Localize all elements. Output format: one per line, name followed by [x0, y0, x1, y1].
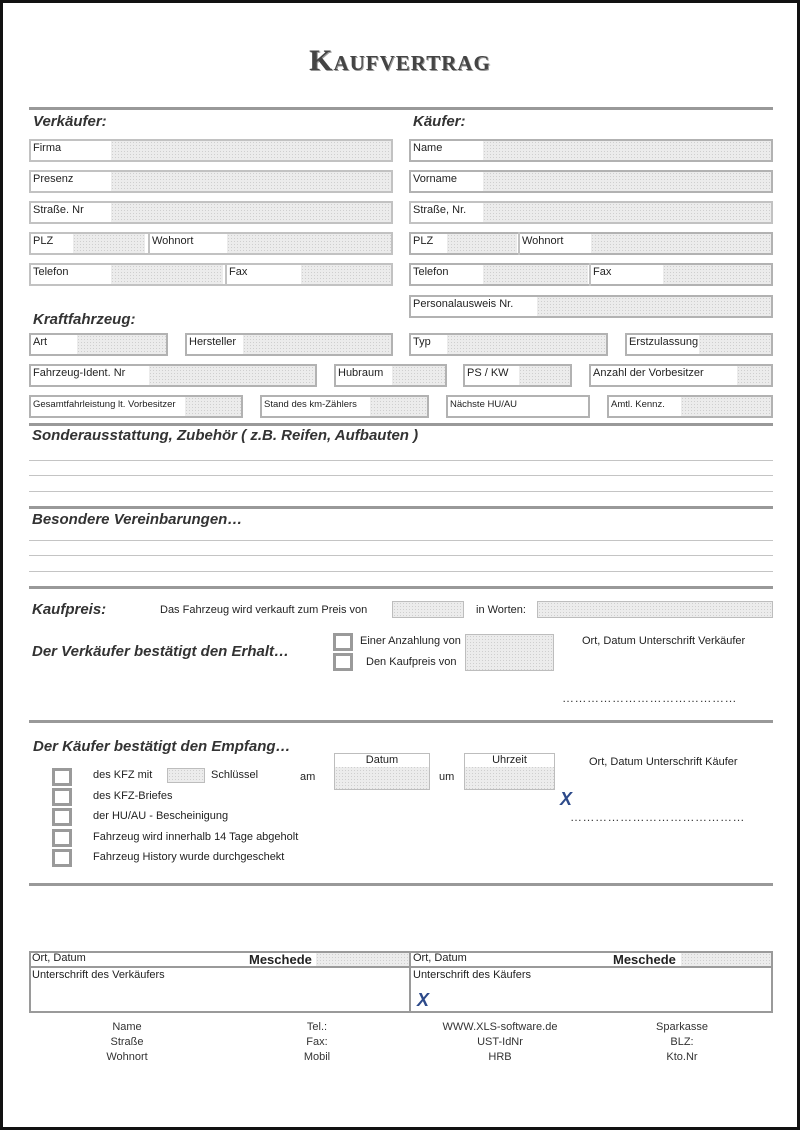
- seller-ort-datum-label: Ort, Datum: [32, 952, 86, 964]
- divider: [29, 720, 773, 723]
- seller-signature-label: Ort, Datum Unterschrift Verkäufer: [582, 635, 746, 647]
- price-heading: Kaufpreis:: [32, 601, 107, 618]
- seller-street-field[interactable]: Straße. Nr: [29, 201, 393, 224]
- keys-count-input[interactable]: [167, 768, 205, 783]
- vehicle-vorbesitzer-field[interactable]: Anzahl der Vorbesitzer: [589, 364, 773, 387]
- vehicle-kennzeichen-field[interactable]: Amtl. Kennz.: [607, 395, 773, 418]
- buyer-plz-wohnort-field[interactable]: PLZ Wohnort: [409, 232, 773, 255]
- kfz-brief-label: des KFZ-Briefes: [93, 790, 173, 802]
- buyer-confirms-heading: Der Käufer bestätigt den Empfang…: [33, 738, 291, 755]
- buyer-name-field[interactable]: Name: [409, 139, 773, 162]
- am-label: am: [300, 771, 316, 783]
- buyer-city[interactable]: Meschede: [613, 952, 676, 967]
- price-in-words-input[interactable]: [537, 601, 773, 618]
- extras-heading: Sonderausstattung, Zubehör ( z.B. Reifen, Aufbauten ): [32, 427, 419, 444]
- history-checkbox[interactable]: [52, 849, 72, 867]
- hu-au-label: der HU/AU - Bescheinigung: [93, 810, 229, 822]
- page-title: Kaufvertrag: [309, 44, 491, 77]
- divider: [29, 506, 773, 509]
- seller-plz-wohnort-field[interactable]: PLZ Wohnort: [29, 232, 393, 255]
- anzahlung-label: Einer Anzahlung von: [360, 635, 461, 647]
- buyer-telefon-fax-field[interactable]: Telefon Fax: [409, 263, 773, 286]
- seller-confirms-heading: Der Verkäufer bestätigt den Erhalt…: [32, 643, 290, 660]
- buyer-ort-datum-label: Ort, Datum: [413, 952, 467, 964]
- writing-line[interactable]: [29, 460, 773, 461]
- received-amount-input[interactable]: [465, 634, 554, 671]
- writing-line[interactable]: [29, 540, 773, 541]
- footer-col-name: Name Straße Wohnort: [106, 1021, 148, 1063]
- buyer-street-field[interactable]: Straße, Nr.: [409, 201, 773, 224]
- kfz-brief-checkbox[interactable]: [52, 788, 72, 806]
- divider: [29, 423, 773, 426]
- writing-line[interactable]: [29, 491, 773, 492]
- kaufpreis-checkbox[interactable]: [333, 653, 353, 671]
- agreements-heading: Besondere Vereinbarungen…: [32, 511, 243, 528]
- signature-x-icon: X: [417, 990, 430, 1010]
- vehicle-art-field[interactable]: Art: [29, 333, 168, 356]
- buyer-vorname-field[interactable]: Vorname: [409, 170, 773, 193]
- footer-col-web: WWW.XLS-software.de UST-IdNr HRB: [442, 1021, 558, 1063]
- price-amount-input[interactable]: [392, 601, 464, 618]
- pickup-label: Fahrzeug wird innerhalb 14 Tage abgeholt: [93, 831, 299, 843]
- seller-presenz-field[interactable]: Presenz: [29, 170, 393, 193]
- kfz-keys-checkbox[interactable]: [52, 768, 72, 786]
- divider: [29, 883, 773, 886]
- pickup-checkbox[interactable]: [52, 829, 72, 847]
- vehicle-km-stand-field[interactable]: Stand des km-Zählers: [260, 395, 429, 418]
- writing-line[interactable]: [29, 571, 773, 572]
- buyer-date-fill[interactable]: [681, 953, 771, 966]
- seller-date-fill[interactable]: [316, 953, 409, 966]
- vehicle-fin-field[interactable]: Fahrzeug-Ident. Nr: [29, 364, 317, 387]
- writing-line[interactable]: [29, 475, 773, 476]
- receipt-time-input[interactable]: [464, 753, 555, 790]
- seller-telefon-fax-field[interactable]: Telefon Fax: [29, 263, 393, 286]
- time-label: Uhrzeit: [465, 754, 554, 767]
- vehicle-typ-field[interactable]: Typ: [409, 333, 608, 356]
- seller-city[interactable]: Meschede: [249, 952, 312, 967]
- vehicle-erstzulassung-field[interactable]: Erstzulassung: [625, 333, 773, 356]
- divider: [409, 951, 411, 1013]
- vehicle-gesamtfahrleistung-field[interactable]: Gesamtfahrleistung lt. Vorbesitzer: [29, 395, 243, 418]
- buyer-signature-label: Ort, Datum Unterschrift Käufer: [589, 756, 738, 768]
- history-label: Fahrzeug History wurde durchgeschekt: [93, 851, 285, 863]
- um-label: um: [439, 771, 455, 783]
- footer-col-contact: Tel.: Fax: Mobil: [303, 1021, 331, 1063]
- buyer-personalausweis-field[interactable]: Personalausweis Nr.: [409, 295, 773, 318]
- hu-au-checkbox[interactable]: [52, 808, 72, 826]
- vehicle-hubraum-field[interactable]: Hubraum: [334, 364, 447, 387]
- keys-label: Schlüssel: [211, 769, 259, 781]
- signature-x-icon: X: [560, 789, 573, 809]
- vehicle-hersteller-field[interactable]: Hersteller: [185, 333, 393, 356]
- price-sold-for-label: Das Fahrzeug wird verkauft zum Preis von: [160, 604, 368, 616]
- buyer-heading: Käufer:: [413, 113, 466, 130]
- kaufpreis-label: Den Kaufpreis von: [366, 656, 457, 668]
- footer-col-bank: Sparkasse BLZ: Kto.Nr: [656, 1021, 708, 1063]
- vehicle-ps-kw-field[interactable]: PS / KW: [463, 364, 572, 387]
- writing-line[interactable]: [29, 555, 773, 556]
- buyer-signature-field[interactable]: Unterschrift des Käufers: [413, 969, 531, 981]
- date-label: Datum: [335, 754, 429, 767]
- seller-signature-field[interactable]: Unterschrift des Verkäufers: [32, 969, 165, 981]
- divider: [29, 586, 773, 589]
- anzahlung-checkbox[interactable]: [333, 633, 353, 651]
- seller-firma-field[interactable]: Firma: [29, 139, 393, 162]
- receipt-date-input[interactable]: [334, 753, 430, 790]
- seller-signature-line[interactable]: ……………………………………: [562, 691, 737, 705]
- buyer-signature-line[interactable]: ……………………………………: [570, 810, 745, 824]
- price-in-words-label: in Worten:: [476, 604, 526, 616]
- kfz-keys-label: des KFZ mit: [93, 769, 153, 781]
- vehicle-hu-au-field[interactable]: Nächste HU/AU: [446, 395, 590, 418]
- divider: [29, 107, 773, 110]
- vehicle-heading: Kraftfahrzeug:: [33, 311, 136, 328]
- seller-heading: Verkäufer:: [33, 113, 107, 130]
